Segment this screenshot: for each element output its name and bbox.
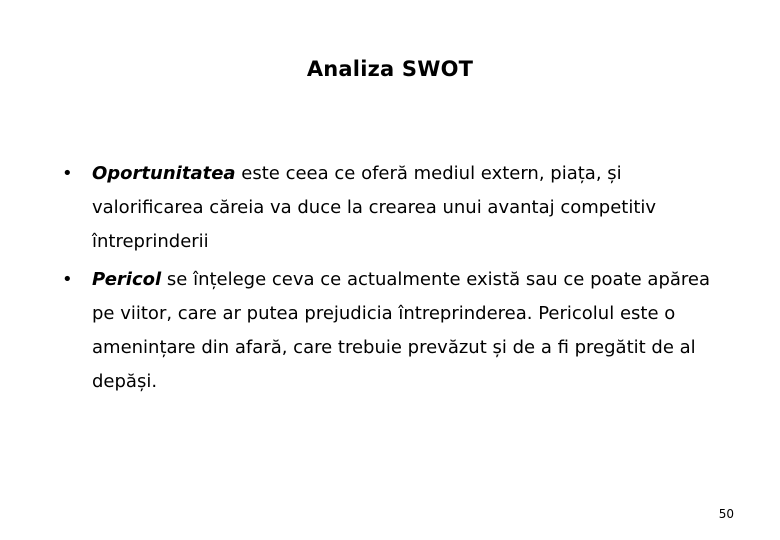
page-number: 50 [718, 507, 734, 521]
bullet-term: Oportunitatea [92, 163, 236, 184]
bullet-text: se înțelege ceva ce actualmente există sau ce poate apărea pe viitor, care ar putea prejudicia întreprinderea. Pericolul este o amenințare din afară, care trebuie prevăzut și de a fi pregătit de al depăși. [92, 269, 711, 392]
bullet-text: este ceea ce oferă mediul extern, piața, și valorificarea căreia va duce la crearea unui avantaj competitiv întreprinderii [92, 163, 657, 252]
slide-title: Analiza SWOT [306, 57, 474, 81]
bullet-list [62, 157, 732, 403]
bullet-icon: • [62, 163, 73, 184]
bullet-item-opportunity [62, 157, 732, 259]
bullet-item-threat [62, 263, 732, 399]
bullet-icon: • [62, 269, 73, 290]
bullet-term: Pericol [92, 269, 162, 290]
